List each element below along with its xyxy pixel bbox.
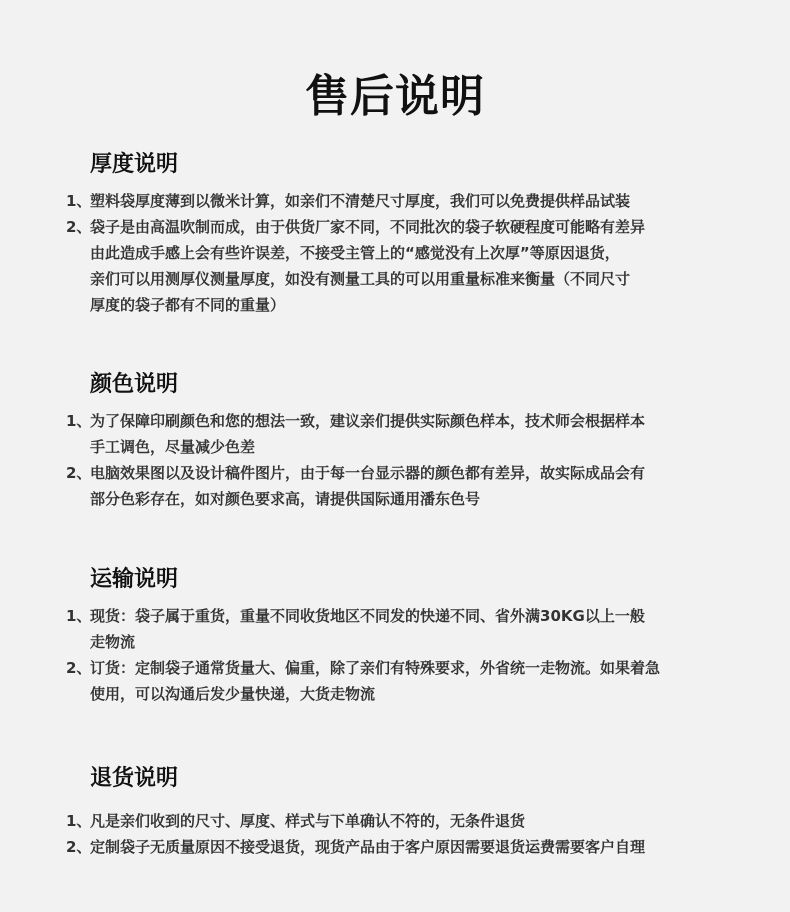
item-text	[90, 655, 746, 707]
item-number: 2、	[66, 218, 92, 236]
section-heading: 厚度说明	[90, 152, 179, 177]
item-number: 1、	[66, 192, 92, 210]
list-item	[66, 188, 746, 214]
text-line: 部分色彩存在，如对颜色要求高，请提供国际通用潘东色号	[90, 490, 481, 508]
text-line: 订货：定制袋子通常货量大、偏重，除了亲们有特殊要求，外省统一走物流。如果着急	[90, 659, 661, 677]
item-list	[66, 603, 746, 707]
item-number: 1、	[66, 607, 92, 625]
list-item	[66, 214, 746, 318]
section-thickness	[66, 150, 746, 318]
section-color	[66, 370, 746, 512]
text-line: 塑料袋厚度薄到以微米计算，如亲们不清楚尺寸厚度，我们可以免费提供样品试装	[90, 192, 631, 210]
section-returns	[66, 764, 746, 860]
item-list	[66, 808, 746, 860]
text-line: 厚度的袋子都有不同的重量）	[90, 296, 286, 314]
section-shipping	[66, 565, 746, 707]
item-number: 2、	[66, 464, 92, 482]
text-line: 凡是亲们收到的尺寸、厚度、样式与下单确认不符的，无条件退货	[90, 812, 526, 830]
item-number: 1、	[66, 412, 92, 430]
section-heading: 运输说明	[90, 567, 179, 592]
text-line: 为了保障印刷颜色和您的想法一致，建议亲们提供实际颜色样本，技术师会根据样本	[90, 412, 646, 430]
text-line: 袋子是由高温吹制而成，由于供货厂家不同，不同批次的袋子软硬程度可能略有差异	[90, 218, 646, 236]
list-item	[66, 655, 746, 707]
text-line: 手工调色，尽量减少色差	[90, 438, 256, 456]
text-line: 亲们可以用测厚仪测量厚度，如没有测量工具的可以用重量标准来衡量（不同尺寸	[90, 270, 631, 288]
text-line: 走物流	[90, 633, 136, 651]
text-line: 使用，可以沟通后发少量快递，大货走物流	[90, 685, 376, 703]
text-line: 电脑效果图以及设计稿件图片，由于每一台显示器的颜色都有差异，故实际成品会有	[90, 464, 646, 482]
item-number: 2、	[66, 659, 92, 677]
section-heading: 颜色说明	[90, 372, 179, 397]
item-text	[90, 214, 746, 318]
item-list	[66, 188, 746, 318]
page-title: 售后说明	[305, 71, 485, 123]
list-item	[66, 834, 746, 860]
list-item	[66, 808, 746, 834]
item-text	[90, 460, 746, 512]
item-text	[90, 834, 746, 860]
item-text	[90, 603, 746, 655]
list-item	[66, 408, 746, 460]
item-text	[90, 188, 746, 214]
item-number: 1、	[66, 812, 92, 830]
item-number: 2、	[66, 838, 92, 856]
text-line: 由此造成手感上会有些许误差，不接受主管上的“感觉没有上次厚”等原因退货，	[90, 244, 620, 262]
text-line: 现货：袋子属于重货，重量不同收货地区不同发的快递不同、省外满30KG以上一般	[90, 607, 645, 625]
item-text	[90, 408, 746, 460]
list-item	[66, 460, 746, 512]
section-heading: 退货说明	[90, 766, 179, 791]
list-item	[66, 603, 746, 655]
item-list	[66, 408, 746, 512]
item-text	[90, 808, 746, 834]
text-line: 定制袋子无质量原因不接受退货，现货产品由于客户原因需要退货运费需要客户自理	[90, 838, 646, 856]
